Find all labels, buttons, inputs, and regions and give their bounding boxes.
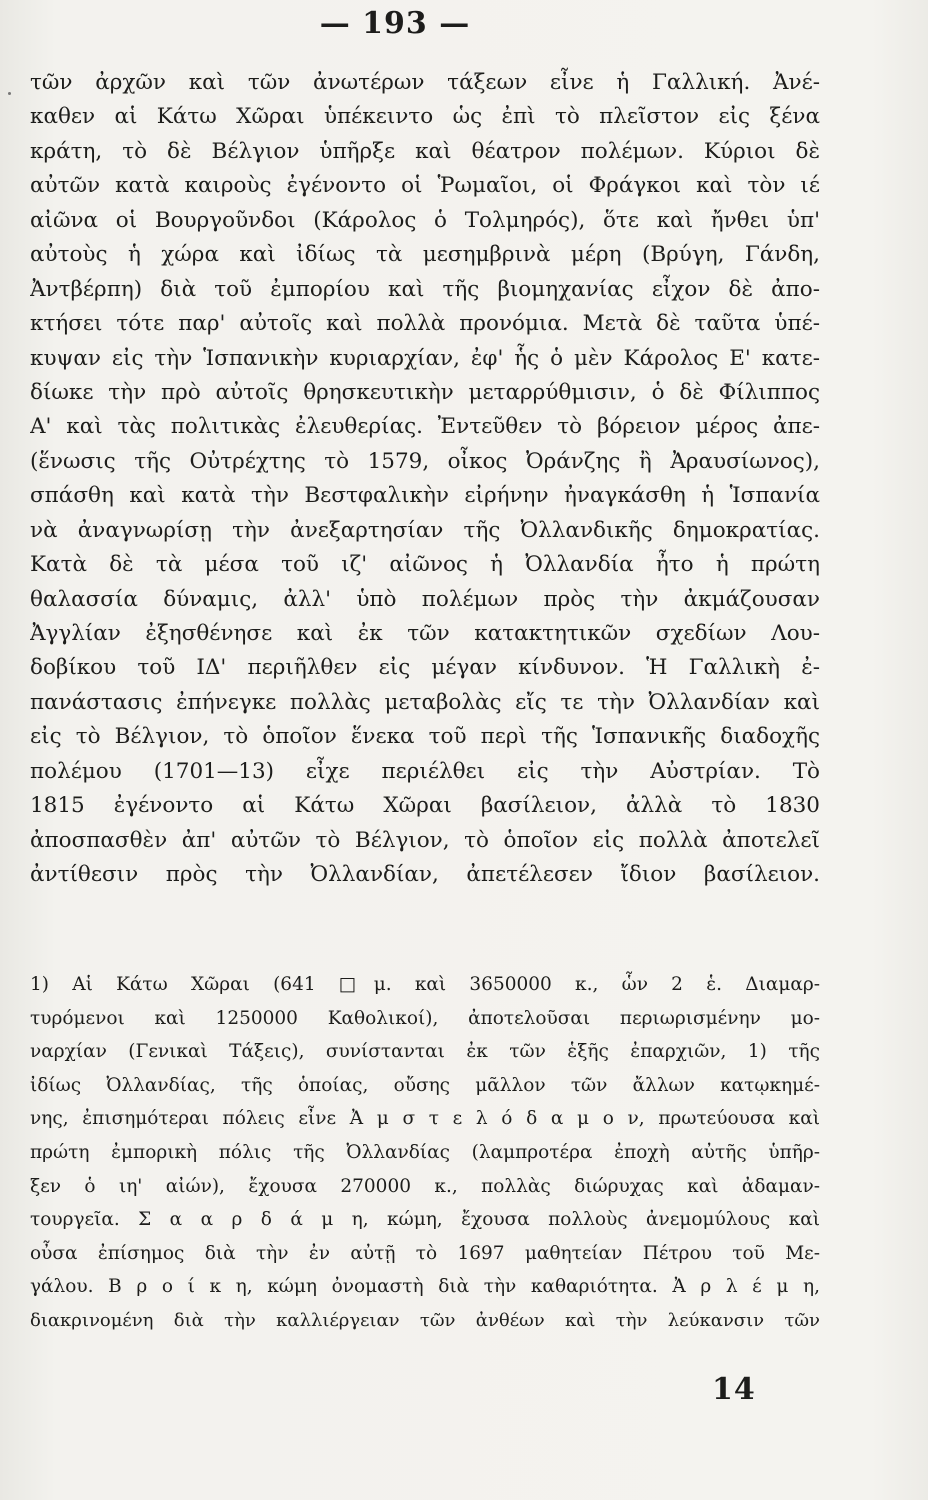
main-text xyxy=(30,66,820,893)
text-line: θαλασσία δύναμις, ἀλλ' ὑπὸ πολέμων πρὸς τὴν ἀκμάζουσαν xyxy=(30,586,820,612)
page-number: — 193 — xyxy=(319,6,471,41)
text-line: κράτη, τὸ δὲ Βέλγιον ὑπῆρξε καὶ θέατρον πολέμων. Κύριοι δὲ xyxy=(30,138,820,164)
footnote-line: διακρινομένη διὰ τὴν καλλιέργειαν τῶν ἀνθέων καὶ τὴν λεύκανσιν τῶν xyxy=(30,1309,820,1331)
text-line: ἀντίθεσιν πρὸς τὴν Ὀλλανδίαν, ἀπετέλεσεν ἴδιον βασίλειον. xyxy=(30,862,820,888)
footnote xyxy=(30,968,820,1338)
text-line: κτήσει τότε παρ' αὐτοῖς καὶ πολλὰ προνόμια. Μετὰ δὲ ταῦτα ὑπέ- xyxy=(30,311,820,337)
text-line: αὐτῶν κατὰ καιροὺς ἐγένοντο οἱ Ῥωμαῖοι, οἱ Φράγκοι καὶ τὸν ιέ xyxy=(30,173,820,199)
text-line: καθεν αἱ Κάτω Χῶραι ὑπέκειντο ὡς ἐπὶ τὸ πλεῖστον εἰς ξένα xyxy=(30,104,820,130)
text-line: Κατὰ δὲ τὰ μέσα τοῦ ιζ' αἰῶνος ἡ Ὀλλανδία ἦτο ἡ πρώτη xyxy=(30,552,820,578)
text-line: Α' καὶ τὰς πολιτικὰς ἐλευθερίας. Ἐντεῦθεν τὸ βόρειον μέρος ἀπε- xyxy=(30,414,820,440)
text-line: (ἕνωσις τῆς Οὐτρέχτης τὸ 1579, οἶκος Ὀράνζης ἢ Ἀραυσίωνος), xyxy=(30,448,820,474)
text-line: εἰς τὸ Βέλγιον, τὸ ὁποῖον ἕνεκα τοῦ περὶ τῆς Ἱσπανικῆς διαδοχῆς xyxy=(30,724,820,750)
text-line: πολέμου (1701—13) εἶχε περιέλθει εἰς τὴν Αὐστρίαν. Τὸ xyxy=(30,758,820,784)
text-line: Ἀντβέρπη) διὰ τοῦ ἐμπορίου καὶ τῆς βιομηχανίας εἶχον δὲ ἀπο- xyxy=(30,276,820,302)
footnote-line: γάλου. Β ρ ο ί κ η, κώμη ὀνομαστὴ διὰ τὴν καθαριότητα. Ἀ ρ λ έ μ η, xyxy=(30,1276,820,1298)
text-line: σπάσθη καὶ κατὰ τὴν Βεστφαλικὴν εἰρήνην ἠναγκάσθη ἡ Ἱσπανία xyxy=(30,483,820,509)
footnote-line: νης, ἐπισημότεραι πόλεις εἶνε Ἀ μ σ τ ε λ ό δ α μ ο ν, πρωτεύουσα καὶ xyxy=(30,1108,820,1130)
text-line: ἀποσπασθὲν ἀπ' αὐτῶν τὸ Βέλγιον, τὸ ὁποῖον εἰς πολλὰ ἀποτελεῖ xyxy=(30,827,820,853)
text-line: τῶν ἀρχῶν καὶ τῶν ἀνωτέρων τάξεων εἶνε ἡ Γαλλική. Ἀνέ- xyxy=(30,70,820,95)
footnote-line: ξεν ὁ ιη' αἰών), ἔχουσα 270000 κ., πολλὰς διώρυχας καὶ ἀδαμαν- xyxy=(30,1175,820,1197)
footnote-line: οὖσα ἐπίσημος διὰ τὴν ἐν αὐτῇ τὸ 1697 μαθητείαν Πέτρου τοῦ Με- xyxy=(30,1242,820,1264)
text-line: δοβίκου τοῦ ΙΔ' περιῆλθεν εἰς μέγαν κίνδυνον. Ἡ Γαλλικὴ ἐ- xyxy=(30,655,820,681)
footnote-line: τυρόμενοι καὶ 1250000 Καθολικοί), ἀποτελοῦσαι περιωρισμένην μο- xyxy=(30,1007,820,1029)
footnote-line: πρώτη ἐμπορικὴ πόλις τῆς Ὀλλανδίας (λαμπροτέρα ἐποχὴ αὐτῆς ὑπῆρ- xyxy=(30,1141,820,1163)
footnote-line: ἰδίως Ὀλλανδίας, τῆς ὁποίας, οὔσης μᾶλλον τῶν ἄλλων κατῳκημέ- xyxy=(30,1074,820,1096)
text-line: πανάστασις ἐπήνεγκε πολλὰς μεταβολὰς εἴς τε τὴν Ὀλλανδίαν καὶ xyxy=(30,689,820,715)
scan-speck xyxy=(8,92,11,95)
text-line: αἰῶνα οἱ Βουργοῦνδοι (Κάρολος ὁ Τολμηρός), ὅτε καὶ ἤνθει ὑπ' xyxy=(30,207,820,233)
printer-signature-mark: 14 xyxy=(712,1372,756,1407)
footnote-line: 1) Αἱ Κάτω Χῶραι (641 □μ. καὶ 3650000 κ., ὧν 2 ἑ. Διαμαρ- xyxy=(30,974,820,995)
text-line: κυψαν εἰς τὴν Ἱσπανικὴν κυριαρχίαν, ἐφ' ἧς ὁ μὲν Κάρολος Ε' κατε- xyxy=(30,345,820,371)
text-line: Ἀγγλίαν ἐξησθένησε καὶ ἐκ τῶν κατακτητικῶν σχεδίων Λου- xyxy=(30,621,820,646)
text-line: 1815 ἐγένοντο αἱ Κάτω Χῶραι βασίλειον, ἀλλὰ τὸ 1830 xyxy=(30,793,820,819)
text-line: αὐτοὺς ἡ χώρα καὶ ἰδίως τὰ μεσημβρινὰ μέρη (Βρύγη, Γάνδη, xyxy=(30,242,820,268)
footnote-line: τουργεῖα. Σ α α ρ δ ά μ η, κώμη, ἔχουσα πολλοὺς ἀνεμομύλους καὶ xyxy=(30,1209,820,1231)
text-line: νὰ ἀναγνωρίσῃ τὴν ἀνεξαρτησίαν τῆς Ὀλλανδικῆς δημοκρατίας. xyxy=(30,517,820,543)
text-line: δίωκε τὴν πρὸ αὐτοῖς θρησκευτικὴν μεταρρύθμισιν, ὁ δὲ Φίλιππος xyxy=(30,379,820,405)
footnote-line: ναρχίαν (Γενικαὶ Τάξεις), συνίστανται ἐκ τῶν ἑξῆς ἐπαρχιῶν, 1) τῆς xyxy=(30,1041,820,1063)
